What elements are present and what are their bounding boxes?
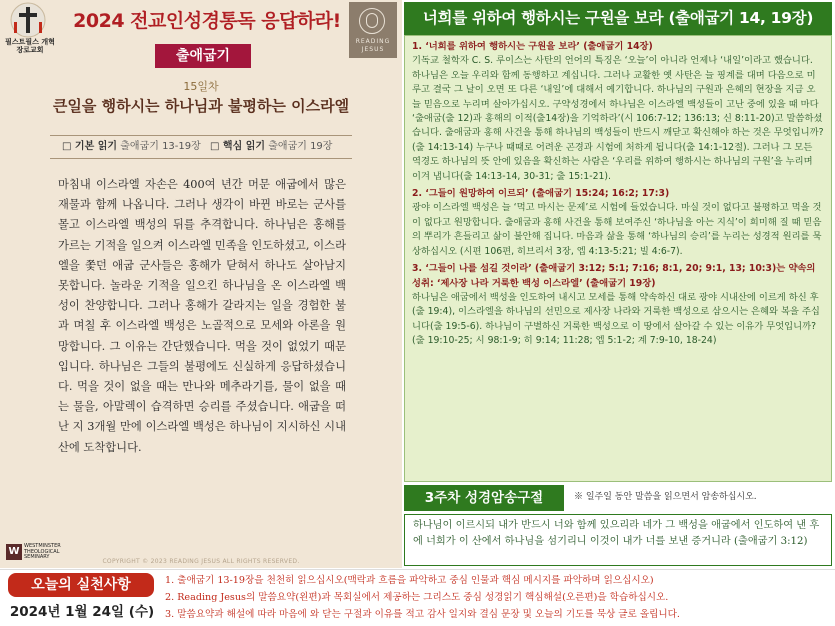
- summary-body: 마침내 이스라엘 자손은 400여 년간 머문 애굽에서 많은 재물과 함께 나옵니다. 그러나 생각이 바뀐 바로는 군사를 몰고 이스라엘 백성의 뒤를 추격합니다. 하나님은 홍해를 가르는 기적을 일으켜 이스라엘 민족을 인도하셨고, 이스라엘을 쫓던 애굽 군사들은 홍해가 닫혀서 하나도 살아남지 못합니다. 놀라운 기적을 일으킨 하나님을 온 이스라엘 백성이 찬양합니다. 그러나 홍해가 갈라지는 일을 경험한 불과 며칠 후 이스라엘 백성은 노골적으로 모세와 아론을 원망합니다. 그 이유는 간단했습니다. 먹을 것이 없었기 때문입니다. 하나님은 그들의 불평에도 신실하게 응답하셨습니다. 먹을 것이 없을 때는 만나와 메추라기를, 물이 없을 때는 물을, 아말렉이 습격하면 승리를 주셨습니다. 애굽을 떠난 지 3개월 만에 이스라엘 백성은 하나님이 지시하신 시내 산에 도착합니다.: [58, 178, 346, 454]
- practice-list: [165, 573, 833, 623]
- basic-reading-label: □ 기본 읽기: [62, 141, 118, 152]
- memory-verse-label: 3주차 성경암송구절: [404, 485, 564, 511]
- commentary-section: [412, 40, 824, 184]
- section-heading: 1. ‘너희를 위하여 행하시는 구원을 보라’ (출애굽기 14장): [412, 41, 653, 52]
- section-text: 기독교 철학자 C. S. 루이스는 사탄의 언어의 특징은 ‘오늘’이 아니라 언제나 ‘내일’이라고 했습니다. 하나님은 오늘 우리와 함께 동행하고 계십니다. 그러나 교활한 옛 사탄은 늘 핑계를 대며 다음으로 미루고 결국 그 날이 오면 또 다른 ‘내일’에 대해서 예기합니다. 하나님의 구원과 은혜의 현장을 지금 오늘 믿음으로 누리며 살아가십시오. 구약성경에서 하나님은 이스라엘 백성들이 고난 중에 있을 때 마다 ‘출애굽(출 12)과 홍해의 이적(출14장)을 기억하라’(시 106:7-12; 136:13; 신 8:11-20)고 말씀하셨습니다. 출애굽과 홍해 사건을 통해 하나님의 백성들이 반드시 깨닫고 확신해야 하는 것은 무엇입니까? (출 14:13-14) 누구나 때때로 어려운 곤경과 시험에 처하게 됩니다(출 14:1-12절). 그러나 그 모든 역경도 하나님의 뜻 안에 있음을 확신하는 사람은 ‘우리를 위하여 행하시는 하나님의 구원’을 누리며 이겨 냅니다(출 14:13-14, 30-31; 출 15:1-21).: [412, 55, 824, 182]
- book-banner: 출애굽기: [155, 44, 251, 68]
- day-title: 큰일을 행하시는 하나님과 불평하는 이스라엘: [52, 97, 350, 115]
- section-heading: 2. ‘그들이 원망하여 이르되’ (출애굽기 15:24; 16:2; 17:3): [412, 188, 670, 200]
- copyright: COPYRIGHT © 2023 READING JESUS ALL RIGHTS RESERVED.: [102, 558, 300, 565]
- section-text: 하나님은 애굽에서 백성을 인도하여 내시고 모세를 통해 약속하신 대로 광야 시내산에 이르게 하신 후 (출 19:4), 이스라엘을 하나님의 선민으로 제사장 나라와 거룩한 백성으로 삼으시는 은혜와 복을 주십니다(출 19:5-6). 하나님이 구별하신 거룩한 백성으로 이 땅에서 살아갈 수 있는 이유가 무엇입니까? (출 19:10-25; 시 98:1-9; 히 9:14; 11:28; 엡 5:1-2; 계 7:9-10, 18-24): [412, 291, 820, 347]
- page-title: 2024 전교인성경통독 응답하라!: [73, 10, 341, 32]
- core-reading-label: □ 핵심 읽기: [210, 141, 266, 152]
- reading-summary-panel: [0, 0, 402, 568]
- wts-text: WESTMINSTER THEOLOGICAL SEMINARY: [24, 543, 61, 560]
- reading-jesus-logo: [349, 2, 397, 58]
- practice-item: 3. 말씀요약과 해설에 따라 마음에 와 닫는 구절과 이유를 적고 감사 일지와 결심 문장 및 오늘의 기도를 묵상 글로 올립니다.: [165, 608, 680, 620]
- practice-item: 2. Reading Jesus의 말씀요약(왼편)과 목회실에서 제공하는 그리스도 중심 성경읽기 핵심해설(오른편)을 학습하십시오.: [165, 591, 669, 603]
- church-logo: [2, 2, 54, 52]
- core-reading: [210, 136, 332, 158]
- rj-book-icon: [366, 13, 378, 28]
- commentary-section: [412, 187, 824, 259]
- memory-verse-note: ※ 일주일 동안 말씀을 읽으면서 암송하십시오.: [574, 492, 757, 502]
- memory-verse: 하나님이 이르시되 내가 반드시 너와 함께 있으리라 네가 그 백성을 애굽에서 인도하여 낸 후에 너희가 이 산에서 하나님을 섬기리니 이것이 내가 너를 보낸 증거니라 (출애굽기 3:12): [404, 514, 832, 566]
- section-heading: 3. ‘그들이 나를 섬길 것이라’ (출애굽기 3:12; 5:1; 7:16; 8:1, 20; 9:1, 13; 10:3)는 약속의 성취: ‘제사장 나라 거룩한 백성 이스라엘’ (출애굽기 19장): [412, 263, 816, 289]
- section-text: 광야 이스라엘 백성은 늘 ‘먹고 마시는 문제’로 시험에 들었습니다. 마실 것이 없다고 불평하고 먹을 것이 없다고 원망합니다. 출애굽과 홍해 사건을 통해 보여주신 ‘하나님을 아는 지식’이 희미해 질 때 믿음의 뿌리가 흔들리고 삶이 불안해 집니다. 마음과 삶을 통해 ‘하나님의 승리’를 누리는 성경적 원리를 묵상하십시오 (시편 106편, 히브리서 3장, 엡 4:13-5:21; 빌 4:6-7).: [412, 202, 822, 257]
- date: 2024년 1월 24일 (수): [9, 604, 155, 620]
- practice-item: 1. 출애굽기 13-19장을 천천히 읽으십시오(맥락과 흐름을 파악하고 중심 인물과 핵심 메시지를 파악하며 읽으십시오): [165, 575, 654, 586]
- church-name: 필스트필스 개혁장로교회: [5, 38, 55, 54]
- practice-label: 오늘의 실천사항: [8, 573, 154, 597]
- basic-reading: [62, 136, 201, 158]
- wts-shield-icon: W: [6, 544, 22, 560]
- day-label: 15일차: [183, 80, 219, 93]
- cross-logo-icon: [2, 2, 54, 38]
- core-reading-value: 출애굽기 19장: [268, 141, 333, 152]
- commentary-title: 너희를 위하여 행하시는 구원을 보라 (출애굽기 14, 19장): [404, 2, 832, 35]
- basic-reading-value: 출애굽기 13-19장: [120, 141, 201, 152]
- reading-assignments: [50, 135, 352, 159]
- commentary-box: [404, 35, 832, 482]
- reading-jesus-label: READING JESUS: [355, 38, 391, 53]
- commentary-section: [412, 262, 824, 348]
- divider: [0, 569, 835, 570]
